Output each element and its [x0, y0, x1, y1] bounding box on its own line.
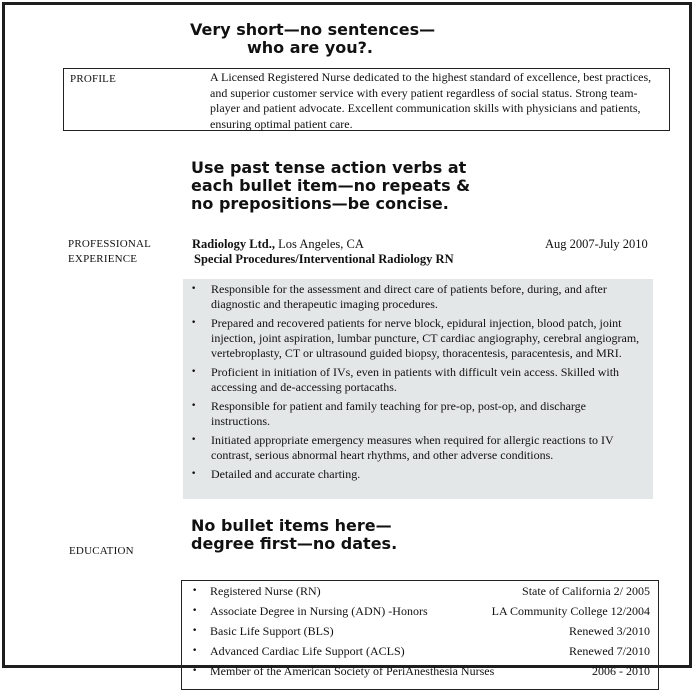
resume-page — [2, 2, 692, 678]
list-item — [192, 602, 650, 622]
experience-heading: PROFESSIONAL EXPERIENCE — [68, 238, 152, 265]
list-item — [192, 582, 650, 602]
credential-detail: 2006 - 2010 — [592, 664, 650, 678]
tip-profile-callout: Very short—no sentences— who are you?. — [190, 20, 436, 57]
profile-heading: PROFILE — [70, 73, 117, 85]
education-list — [181, 580, 659, 690]
job-title: Special Procedures/Interventional Radiology RN — [194, 252, 454, 266]
employer-location: Los Angeles, CA — [275, 237, 364, 251]
tip-experience-callout: Use past tense action verbs at each bullet item—no repeats & no prepositions—be concise. — [191, 158, 471, 213]
credential: Advanced Cardiac Life Support (ACLS) — [210, 644, 405, 658]
credential: Registered Nurse (RN) — [210, 584, 321, 598]
tip-education-callout: No bullet items here— degree first—no dates. — [191, 516, 398, 553]
list-item: • Initiated appropriate emergency measures when required for allergic reactions to IV contrast, serious abnormal heart rhythms, and other adverse conditions. — [191, 433, 647, 463]
employer-name: Radiology Ltd., — [192, 237, 276, 251]
employment-dates: Aug 2007-July 2010 — [545, 237, 648, 251]
credential-detail: State of California 2/ 2005 — [522, 584, 650, 598]
credential-detail: Renewed 3/2010 — [569, 624, 650, 638]
experience-bullets — [183, 279, 653, 499]
credential: Member of the American Society of PeriAnesthesia Nurses — [210, 664, 495, 678]
employer — [192, 237, 364, 252]
list-item: • Prepared and recovered patients for nerve block, epidural injection, blood patch, joint injection, joint aspiration, lumbar puncture, CT cardiac angiography, cerebral angiogram, vertebroplasty, CT or ultrasound guided biopsy, thoracentesis, paracentesis, and MRI. — [191, 316, 647, 361]
list-item: • Proficient in initiation of IVs, even in patients with difficult vein access. Skilled with accessing and de-accessing portacaths. — [191, 365, 647, 395]
credential: Associate Degree in Nursing (ADN) -Honors — [210, 604, 428, 618]
credential-detail: Renewed 7/2010 — [569, 644, 650, 658]
education-heading: EDUCATION — [69, 545, 134, 557]
list-item — [192, 622, 650, 642]
list-item: • Detailed and accurate charting. — [191, 467, 647, 482]
credential: Basic Life Support (BLS) — [210, 624, 334, 638]
profile-summary: A Licensed Registered Nurse dedicated to the highest standard of excellence, best practices, and superior customer service with every patient regardless of social status. Strong team-player and patient advocate. Excellent communication skills with physicians and patients, ensuring optimal patient care. — [210, 70, 652, 131]
list-item — [192, 662, 650, 682]
profile-section — [63, 68, 670, 131]
credential-detail: LA Community College 12/2004 — [491, 604, 650, 618]
list-item: • Responsible for the assessment and direct care of patients before, during, and after diagnostic and therapeutic imaging procedures. — [191, 282, 647, 312]
list-item — [192, 642, 650, 662]
list-item: • Responsible for patient and family teaching for pre-op, post-op, and discharge instructions. — [191, 399, 647, 429]
